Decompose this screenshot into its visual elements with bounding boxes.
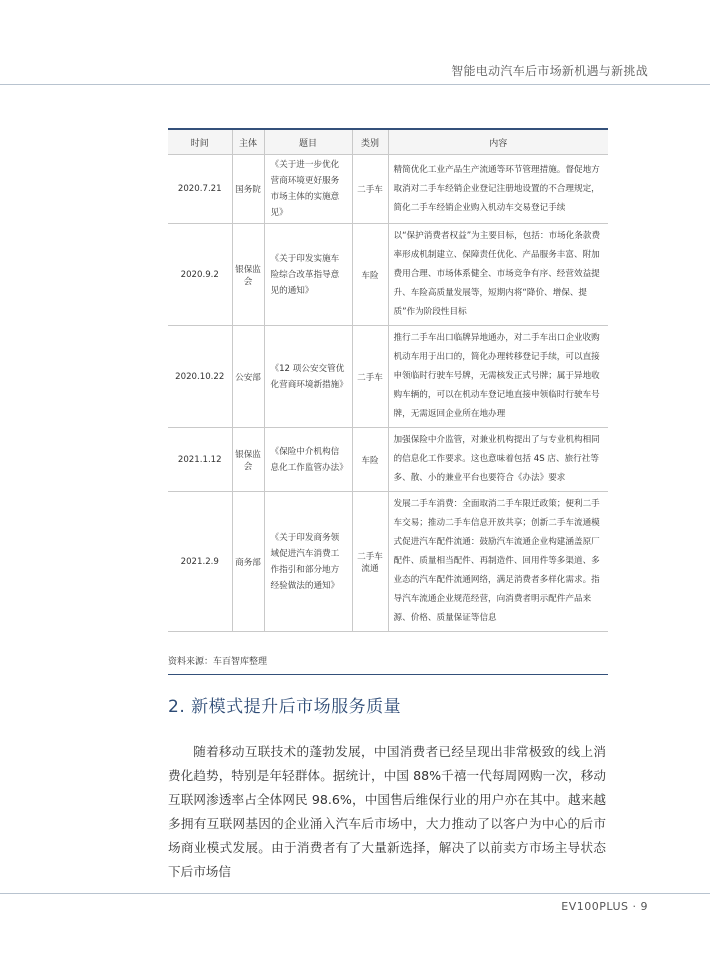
issuer-cell: 银保监会 xyxy=(232,224,264,326)
section-heading: 2. 新模式提升后市场服务质量 xyxy=(168,697,402,717)
table-source-note: 资料来源：车百智库整理 xyxy=(168,657,268,667)
title-cell: 《关于印发实施车险综合改革指导意见的通知》 xyxy=(264,224,352,326)
date-cell: 2021.1.12 xyxy=(168,428,232,492)
title-cell: 《关于进一步优化营商环境更好服务市场主体的实施意见》 xyxy=(264,155,352,224)
category-cell: 二手车 xyxy=(352,155,388,224)
issuer-cell: 国务院 xyxy=(232,155,264,224)
issuer-cell: 商务部 xyxy=(232,492,264,632)
source-divider xyxy=(168,674,608,675)
issuer-cell: 公安部 xyxy=(232,326,264,428)
column-header: 类别 xyxy=(352,129,388,155)
title-cell: 《保险中介机构信息化工作监管办法》 xyxy=(264,428,352,492)
page-footer: EV100PLUS · 9 xyxy=(561,900,648,913)
content-cell: 发展二手车消费：全面取消二手车限迁政策；便利二手车交易；推动二手车信息开放共享；创新二手车流通模式促进汽车配件流通：鼓励汽车流通企业构建涵盖原厂配件、质量相当配件、再制造件、回用件等多渠道、多业态的汽车配件流通网络，满足消费者多样化需求。指导汽车流通企业规范经营，向消费者明示配件产品来源、价格、质量保证等信息 xyxy=(388,492,608,632)
body-paragraph: 随着移动互联技术的蓬勃发展，中国消费者已经呈现出非常极致的线上消费化趋势，特别是年轻群体。据统计，中国 88%千禧一代每周网购一次，移动互联网渗透率占全体网民 98.6%，中国售后维保行业的用户亦在其中。越来越多拥有互联网基因的企业涌入汽车后市场中，大力推动了以客户为中心的后市场商业模式发展。由于消费者有了大量新选择，解决了以前卖方市场主导状态下后市场信 xyxy=(168,744,606,879)
issuer-cell: 银保监会 xyxy=(232,428,264,492)
running-header: 智能电动汽车后市场新机遇与新挑战 xyxy=(451,64,648,78)
content-cell: 加强保险中介监管，对兼业机构提出了与专业机构相同的信息化工作要求。这也意味着包括 4S 店、旅行社等多、散、小的兼业平台也要符合《办法》要求 xyxy=(388,428,608,492)
content-cell: 精简优化工业产品生产流通等环节管理措施。督促地方取消对二手车经销企业登记注册地设置的不合理规定，简化二手车经销企业购入机动车交易登记手续 xyxy=(388,155,608,224)
content-cell: 以“保护消费者权益”为主要目标，包括：市场化条款费率形成机制建立、保障责任优化、产品服务丰富、附加费用合理、市场体系健全、市场竞争有序、经营效益提升、车险高质量发展等，短期内将“降价、增保、提质”作为阶段性目标 xyxy=(388,224,608,326)
table-row xyxy=(168,326,608,428)
title-cell: 《12 项公安交管优化营商环境新措施》 xyxy=(264,326,352,428)
table-row xyxy=(168,428,608,492)
header-divider xyxy=(0,84,710,85)
date-cell: 2020.9.2 xyxy=(168,224,232,326)
column-header: 时间 xyxy=(168,129,232,155)
category-cell: 二手车流通 xyxy=(352,492,388,632)
table-row xyxy=(168,492,608,632)
table-header-row xyxy=(168,129,608,155)
policy-table xyxy=(168,128,608,632)
column-header: 主体 xyxy=(232,129,264,155)
table-row xyxy=(168,155,608,224)
content-cell: 推行二手车出口临牌异地通办，对二手车出口企业收购机动车用于出口的，简化办理转移登记手续，可以直接申领临时行驶车号牌，无需核发正式号牌；属于异地收购车辆的，可以在机动车登记地直接申领临时行驶车号牌，无需返回企业所在地办理 xyxy=(388,326,608,428)
category-cell: 车险 xyxy=(352,224,388,326)
category-cell: 车险 xyxy=(352,428,388,492)
footer-divider xyxy=(0,893,710,894)
column-header: 内容 xyxy=(388,129,608,155)
category-cell: 二手车 xyxy=(352,326,388,428)
title-cell: 《关于印发商务领域促进汽车消费工作指引和部分地方经验做法的通知》 xyxy=(264,492,352,632)
date-cell: 2020.7.21 xyxy=(168,155,232,224)
table-row xyxy=(168,224,608,326)
date-cell: 2021.2.9 xyxy=(168,492,232,632)
date-cell: 2020.10.22 xyxy=(168,326,232,428)
column-header: 题目 xyxy=(264,129,352,155)
